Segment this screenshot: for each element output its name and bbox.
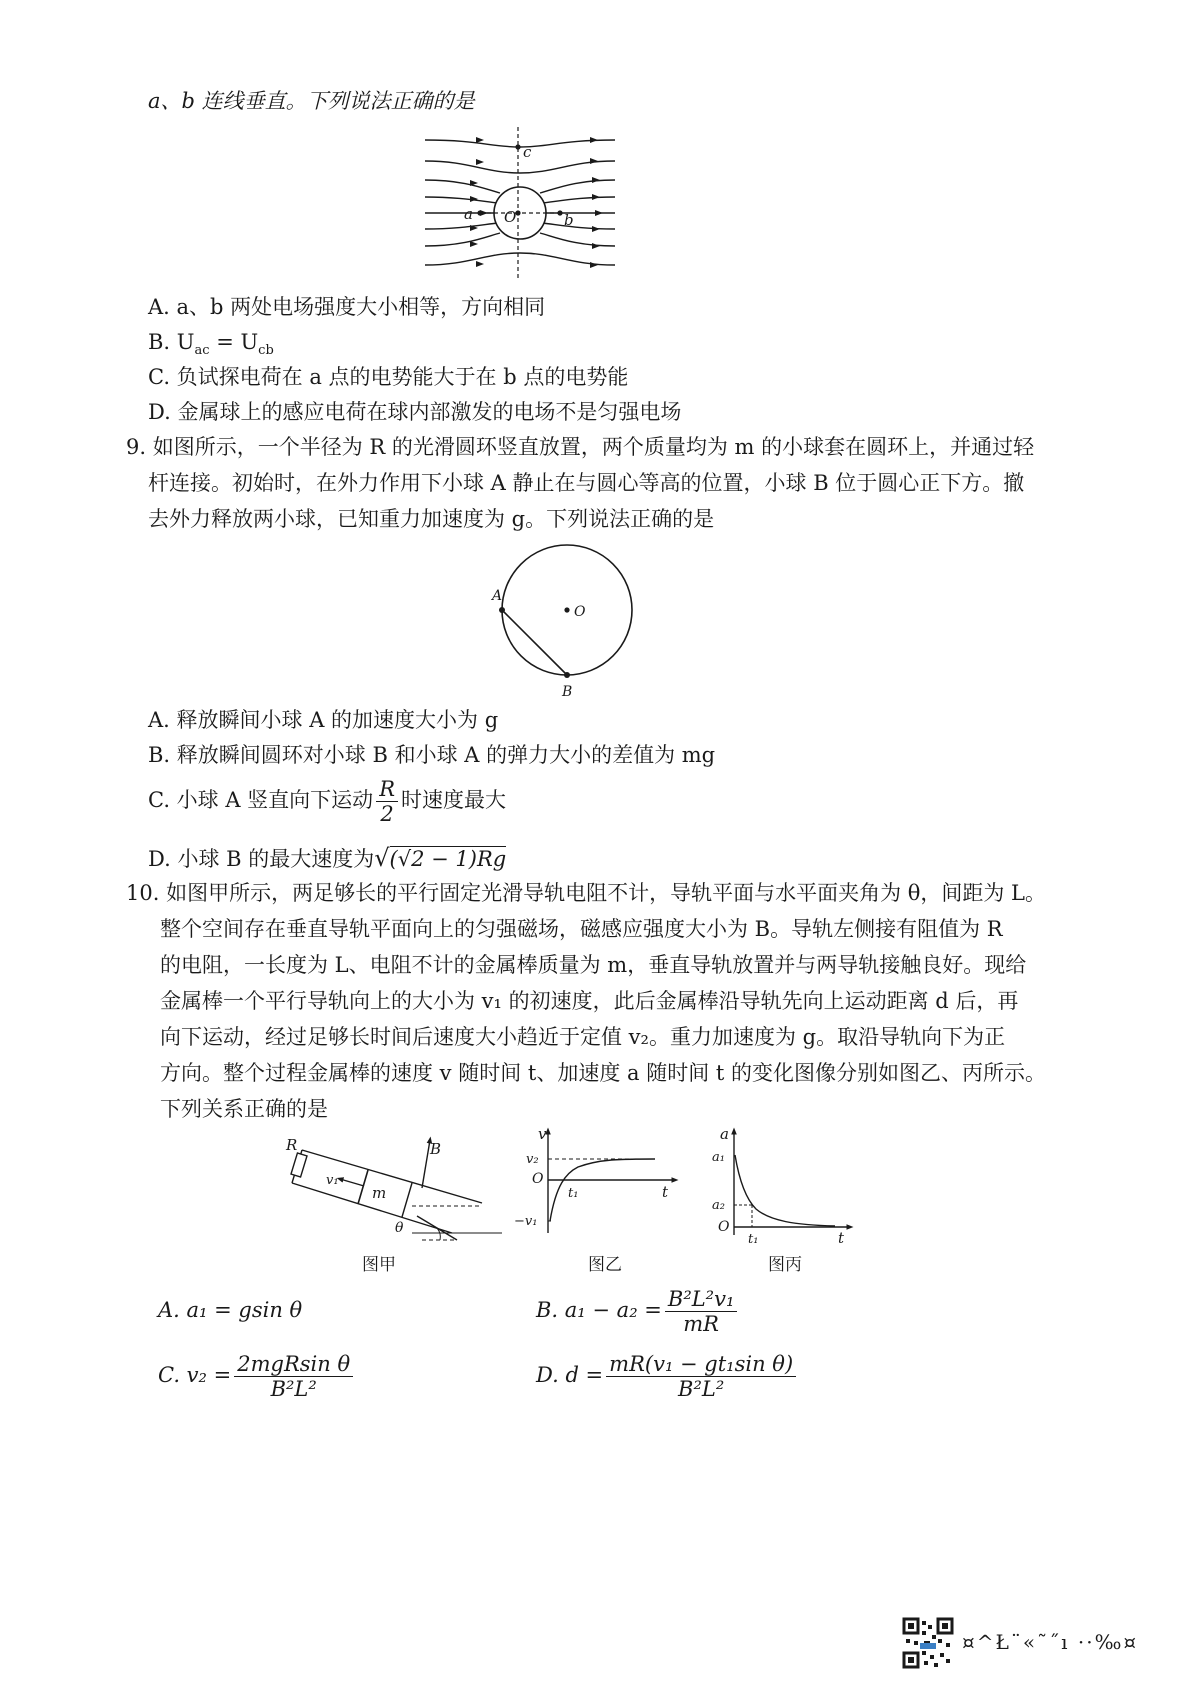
- label-t1: t₁: [748, 1232, 759, 1245]
- q9-option-a: A. 释放瞬间小球 A 的加速度大小为 g: [148, 708, 499, 732]
- q8-option-a: A. a、b 两处电场强度大小相等，方向相同: [148, 295, 546, 319]
- fig-yi: [510, 1125, 685, 1245]
- field-line: [425, 223, 498, 229]
- q10-line5: 向下运动，经过足够长时间后速度大小趋近于定值 v₂。重力加速度为 g。取沿导轨向下为正: [160, 1025, 1006, 1049]
- center-o: [564, 607, 569, 612]
- label-c: c: [523, 143, 532, 161]
- label-theta: θ: [395, 1220, 404, 1236]
- q8-option-c: C. 负试探电荷在 a 点的电势能大于在 b 点的电势能: [148, 365, 629, 389]
- q8-stem-tail: a、b 连线垂直。下列说法正确的是: [148, 89, 475, 113]
- q10-option-b: B. a₁ − a₂ = $\frac{\text{B²L²v₁}}{mR}$: [536, 1280, 740, 1340]
- label-o: O: [532, 1171, 544, 1187]
- q10-line1: 10. 如图甲所示，两足够长的平行固定光滑导轨电阻不计，导轨平面与水平面夹角为 θ，间距为 L。: [126, 881, 1047, 905]
- q8-field-figure: [420, 125, 620, 280]
- caption-yi: 图乙: [588, 1255, 622, 1275]
- arrow-icon: [476, 261, 484, 267]
- label-neg-v1: −v₁: [514, 1214, 538, 1229]
- field-line: [425, 233, 500, 246]
- q9-line2: 杆连接。初始时，在外力作用下小球 A 静止在与圆心等高的位置，小球 B 位于圆心正下方。撤: [148, 471, 1025, 495]
- arrow-icon: [470, 196, 478, 202]
- velocity-arrow: [340, 1179, 364, 1186]
- velocity-curve: [550, 1159, 655, 1221]
- field-line: [542, 197, 615, 203]
- arrow-icon: [592, 194, 600, 200]
- field-line: [425, 197, 498, 203]
- label-o: O: [718, 1219, 730, 1235]
- light-rod: [502, 610, 567, 675]
- label-a1: a₁: [712, 1150, 725, 1165]
- field-line: [425, 161, 615, 173]
- point-c: [515, 144, 520, 149]
- arrow-icon: [590, 158, 598, 164]
- point-b: [557, 210, 562, 215]
- arrow-icon: [595, 210, 603, 216]
- metal-rod: [358, 1170, 368, 1204]
- footer-text: ¤^Ł¨«˜˝ı ··‰¤: [962, 1630, 1139, 1654]
- q8-option-d: D. 金属球上的感应电荷在球内部激发的电场不是匀强电场: [148, 400, 682, 424]
- point-a: [477, 210, 482, 215]
- field-line: [425, 180, 500, 193]
- q9-option-d: D. 小球 B 的最大速度为√(√2 − 1)Rg: [148, 844, 507, 872]
- arrow-icon: [592, 177, 600, 183]
- q9-option-c: C. 小球 A 竖直向下运动 $\frac{R}{2}$ 时速度最大: [148, 777, 506, 826]
- arrow-icon: [590, 262, 598, 268]
- field-line: [540, 180, 615, 193]
- label-v: v: [538, 1125, 547, 1143]
- label-r: R: [286, 1136, 298, 1154]
- label-a2: a₂: [712, 1198, 725, 1213]
- arrow-icon: [476, 159, 484, 165]
- qr-code-icon: [902, 1617, 954, 1669]
- q9-line1: 9. 如图所示，一个半径为 R 的光滑圆环竖直放置，两个质量均为 m 的小球套在圆环上，并通过轻: [126, 435, 1035, 459]
- b-field-arrow: [422, 1140, 430, 1188]
- label-a: A: [492, 588, 503, 604]
- fraction-r-over-2: $\frac{R}{2}$: [376, 777, 398, 826]
- label-b: B: [562, 684, 573, 700]
- arrow-icon: [592, 243, 600, 249]
- q10-line7: 下列关系正确的是: [160, 1097, 328, 1121]
- arrow-icon: [476, 137, 484, 143]
- acceleration-curve: [735, 1155, 835, 1226]
- field-line: [425, 253, 615, 265]
- fig-bing: [700, 1125, 860, 1245]
- q9-option-b: B. 释放瞬间圆环对小球 B 和小球 A 的弹力大小的差值为 mg: [148, 743, 716, 767]
- q10-line3: 的电阻，一长度为 L、电阻不计的金属棒质量为 m，垂直导轨放置并与两导轨接触良好。现给: [160, 953, 1027, 977]
- q10-line2: 整个空间存在垂直导轨平面向上的匀强磁场，磁感应强度大小为 B。导轨左侧接有阻值为 R: [160, 917, 1003, 941]
- q10-option-a: A. a₁ = gsin θ: [158, 1298, 303, 1322]
- label-t: t: [662, 1183, 669, 1201]
- label-a: a: [720, 1125, 729, 1143]
- label-o: O: [504, 208, 517, 226]
- resistor-r: [291, 1153, 307, 1177]
- q9-line3: 去外力释放两小球，已知重力加速度为 g。下列说法正确的是: [148, 507, 715, 531]
- rod-right-edge: [402, 1183, 412, 1217]
- label-a: a: [464, 205, 473, 223]
- ball-a: [499, 607, 505, 613]
- field-line: [540, 233, 615, 246]
- arrow-icon: [592, 226, 600, 232]
- arrow-icon: [470, 241, 478, 247]
- label-v1: v₁: [326, 1173, 339, 1188]
- caption-jia: 图甲: [362, 1255, 396, 1275]
- q10-option-d: D. d = $\frac{\text{mR(v₁ − gt₁sin θ)}}{\text{B²L²}}$: [536, 1345, 799, 1405]
- label-b: b: [564, 211, 574, 229]
- field-line: [542, 223, 615, 229]
- fig-jia: [282, 1128, 502, 1268]
- arrow-icon: [590, 137, 598, 143]
- q10-line6: 方向。整个过程金属棒的速度 v 随时间 t、加速度 a 随时间 t 的变化图像分别如图乙、丙所示。: [160, 1061, 1046, 1085]
- label-b: B: [430, 1140, 442, 1158]
- q10-option-c: C. v₂ = $\frac{\text{2mgRsin θ}}{\text{B²L²}}$: [158, 1345, 356, 1405]
- label-o: O: [574, 604, 586, 620]
- label-m: m: [372, 1184, 387, 1202]
- label-t: t: [838, 1229, 845, 1245]
- label-t1: t₁: [568, 1186, 579, 1201]
- q10-line4: 金属棒一个平行导轨向上的大小为 v₁ 的初速度，此后金属棒沿导轨先向上运动距离 d 后，再: [160, 989, 1019, 1013]
- q9-ring-figure: [480, 540, 640, 705]
- caption-bing: 图丙: [768, 1255, 802, 1275]
- q8-option-b: B. $U_{ac} = U_{cb}$: [148, 330, 274, 359]
- ball-b: [564, 672, 570, 678]
- label-v2: v₂: [526, 1152, 539, 1167]
